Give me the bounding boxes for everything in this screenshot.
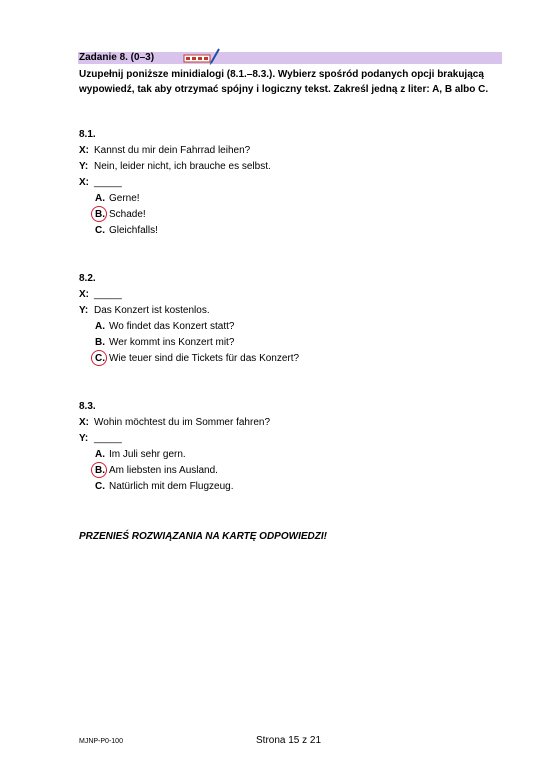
question-number: 8.3. bbox=[79, 401, 96, 412]
dialogue-line: X: Kannst du mir dein Fahrrad leihen? bbox=[79, 145, 251, 156]
answer-circle-mark bbox=[91, 206, 107, 222]
dialogue-line: Y: _____ bbox=[79, 433, 122, 444]
dialogue-line: Y: Das Konzert ist kostenlos. bbox=[79, 305, 210, 316]
answer-option-c[interactable]: C. Gleichfalls! bbox=[95, 225, 158, 236]
dialogue-line: X: _____ bbox=[79, 289, 122, 300]
answer-option-a[interactable]: A. Gerne! bbox=[95, 193, 140, 204]
question-8-1 bbox=[79, 127, 271, 239]
answer-option-b[interactable]: B. Am liebsten ins Ausland. bbox=[79, 463, 270, 479]
answer-option-c[interactable]: C. Wie teuer sind die Tickets für das Konzert? bbox=[79, 351, 299, 367]
pen-icon bbox=[210, 49, 219, 65]
exam-code: MJNP-P0-100 bbox=[79, 738, 123, 745]
question-number: 8.1. bbox=[79, 129, 96, 140]
task-title: Zadanie 8. (0–3) bbox=[79, 52, 155, 63]
answer-circle-mark bbox=[91, 462, 107, 478]
question-number: 8.2. bbox=[79, 273, 96, 284]
skill-indicator-icon bbox=[183, 47, 223, 65]
answer-option-b[interactable]: B. Wer kommt ins Konzert mit? bbox=[95, 337, 235, 348]
question-8-3 bbox=[79, 399, 270, 495]
answer-option-b[interactable]: B. Schade! bbox=[79, 207, 271, 223]
task-instruction: Uzupełnij poniższe minidialogi (8.1.–8.3.). Wybierz spośród podanych opcji brakującą wypowiedź, tak aby otrzymać spójny i logiczny tekst. Zakreśl jedną z liter: A, B albo C. bbox=[79, 69, 489, 95]
page-number: Strona 15 z 21 bbox=[256, 735, 322, 746]
dialogue-line: Y: Nein, leider nicht, ich brauche es selbst. bbox=[79, 161, 271, 172]
dialogue-line: X: _____ bbox=[79, 177, 122, 188]
answer-option-a[interactable]: A. Wo findet das Konzert statt? bbox=[95, 321, 235, 332]
answer-circle-mark bbox=[91, 350, 107, 366]
answer-option-a[interactable]: A. Im Juli sehr gern. bbox=[95, 449, 186, 460]
question-8-2 bbox=[79, 271, 299, 367]
answer-option-c[interactable]: C. Natürlich mit dem Flugzeug. bbox=[95, 481, 234, 492]
dialogue-line: X: Wohin möchtest du im Sommer fahren? bbox=[79, 417, 271, 428]
transfer-note: PRZENIEŚ ROZWIĄZANIA NA KARTĘ ODPOWIEDZI! bbox=[79, 531, 327, 542]
